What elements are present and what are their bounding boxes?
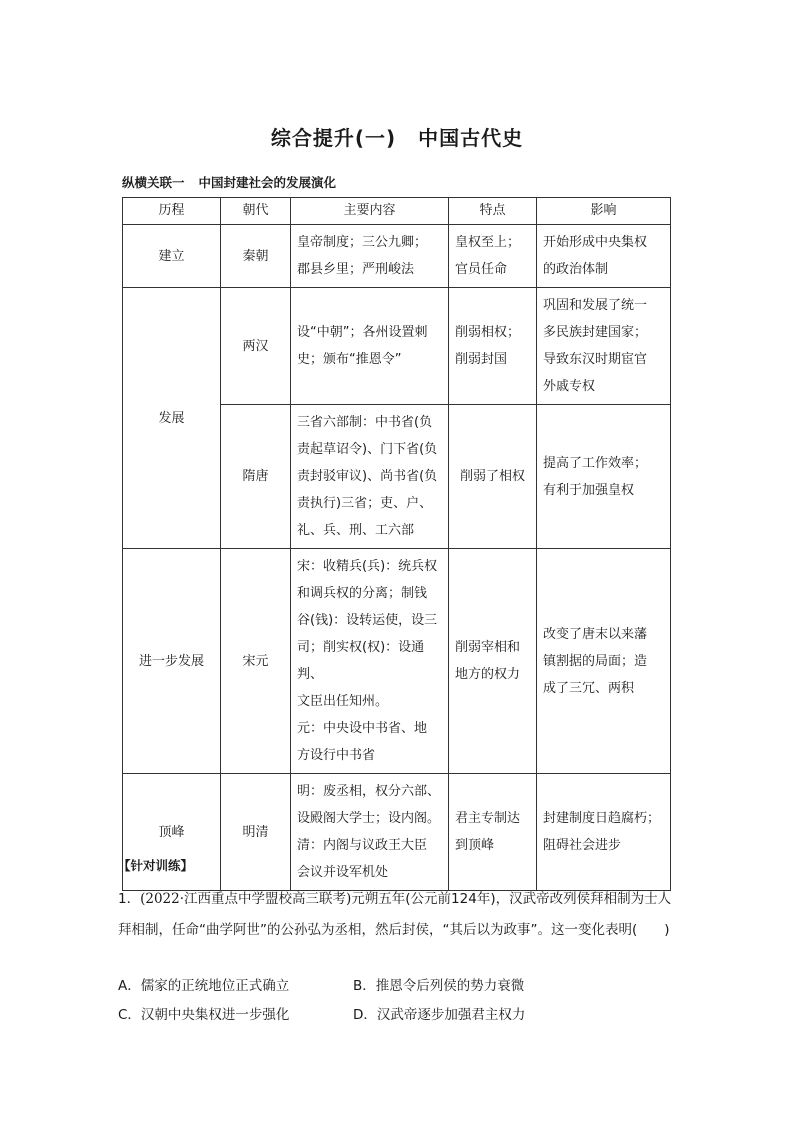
section-title: 中国封建社会的发展演化 — [198, 175, 337, 190]
title-part1: 综合提升(一) — [270, 126, 397, 150]
stage-cell: 顶峰 — [123, 774, 221, 891]
feature-cell: 君主专制达 到顶峰 — [449, 774, 537, 891]
training-label: 【针对训练】 — [118, 858, 194, 873]
feudal-development-table — [122, 197, 671, 891]
content-cell: 明：废丞相，权分六部、 设殿阁大学士；设内阁。 清：内阁与议政王大臣 会议并设军机处 — [291, 774, 449, 891]
section-heading — [122, 173, 336, 191]
option-c[interactable]: C．汉朝中央集权进一步强化 — [118, 1007, 290, 1023]
option-a[interactable]: A．儒家的正统地位正式确立 — [118, 978, 290, 994]
table-row — [123, 774, 671, 891]
content-cell: 皇帝制度；三公九卿； 郡县乡里；严刑峻法 — [291, 225, 449, 288]
content-cell: 三省六部制：中书省(负 责起草诏令)、门下省(负 责封驳审议)、尚书省(负 责执行)三省；吏、户、 礼、兵、刑、工六部 — [291, 405, 449, 549]
page-title — [0, 122, 794, 151]
header-stage: 历程 — [123, 198, 221, 225]
impact-cell: 开始形成中央集权 的政治体制 — [537, 225, 671, 288]
header-impact: 影响 — [537, 198, 671, 225]
title-part2: 中国古代史 — [418, 126, 524, 150]
impact-cell: 封建制度日趋腐朽； 阻碍社会进步 — [537, 774, 671, 891]
header-dynasty: 朝代 — [221, 198, 291, 225]
question-source: (2022·江西重点中学盟校高三联考) — [140, 891, 352, 907]
table-row — [123, 549, 671, 774]
table-row — [123, 288, 671, 405]
table-row — [123, 225, 671, 288]
stage-cell: 建立 — [123, 225, 221, 288]
dynasty-cell: 秦朝 — [221, 225, 291, 288]
question-options — [118, 972, 678, 1030]
section-label: 纵横关联一 — [122, 175, 185, 190]
content-cell: 宋：收精兵(兵)：统兵权 和调兵权的分离；制钱 谷(钱)：设转运使，设三 司；削实权(权)：设通判、 文臣出任知州。 元：中央设中书省、地 方设行中书省 — [291, 549, 449, 774]
question-number: 1． — [118, 891, 141, 907]
table-header-row — [123, 198, 671, 225]
content-cell: 设“中朝”；各州设置刺 史；颁布“推恩令” — [291, 288, 449, 405]
option-b[interactable]: B．推恩令后列侯的势力衰微 — [353, 978, 525, 994]
feature-cell: 削弱相权； 削弱封国 — [449, 288, 537, 405]
dynasty-cell: 宋元 — [221, 549, 291, 774]
dynasty-cell: 两汉 — [221, 288, 291, 405]
impact-cell: 提高了工作效率； 有利于加强皇权 — [537, 405, 671, 549]
impact-cell: 巩固和发展了统一 多民族封建国家； 导致东汉时期宦官 外戚专权 — [537, 288, 671, 405]
feature-cell: 削弱宰相和 地方的权力 — [449, 549, 537, 774]
header-content: 主要内容 — [291, 198, 449, 225]
stage-cell: 发展 — [123, 288, 221, 549]
impact-cell: 改变了唐末以来藩 镇割据的局面；造 成了三冗、两积 — [537, 549, 671, 774]
stage-cell: 进一步发展 — [123, 549, 221, 774]
dynasty-cell: 隋唐 — [221, 405, 291, 549]
question-1 — [118, 884, 674, 946]
dynasty-cell: 明清 — [221, 774, 291, 891]
question-text: 元朔五年(公元前124年)，汉武帝改列侯拜相制为士人拜相制，任命“曲学阿世”的公孙弘为丞相，然后封侯，“其后以为政事”。这一变化表明( ) — [118, 891, 672, 938]
header-feature: 特点 — [449, 198, 537, 225]
feature-cell: 削弱了相权 — [449, 405, 537, 549]
feature-cell: 皇权至上； 官员任命 — [449, 225, 537, 288]
option-d[interactable]: D．汉武帝逐步加强君主权力 — [353, 1007, 526, 1023]
